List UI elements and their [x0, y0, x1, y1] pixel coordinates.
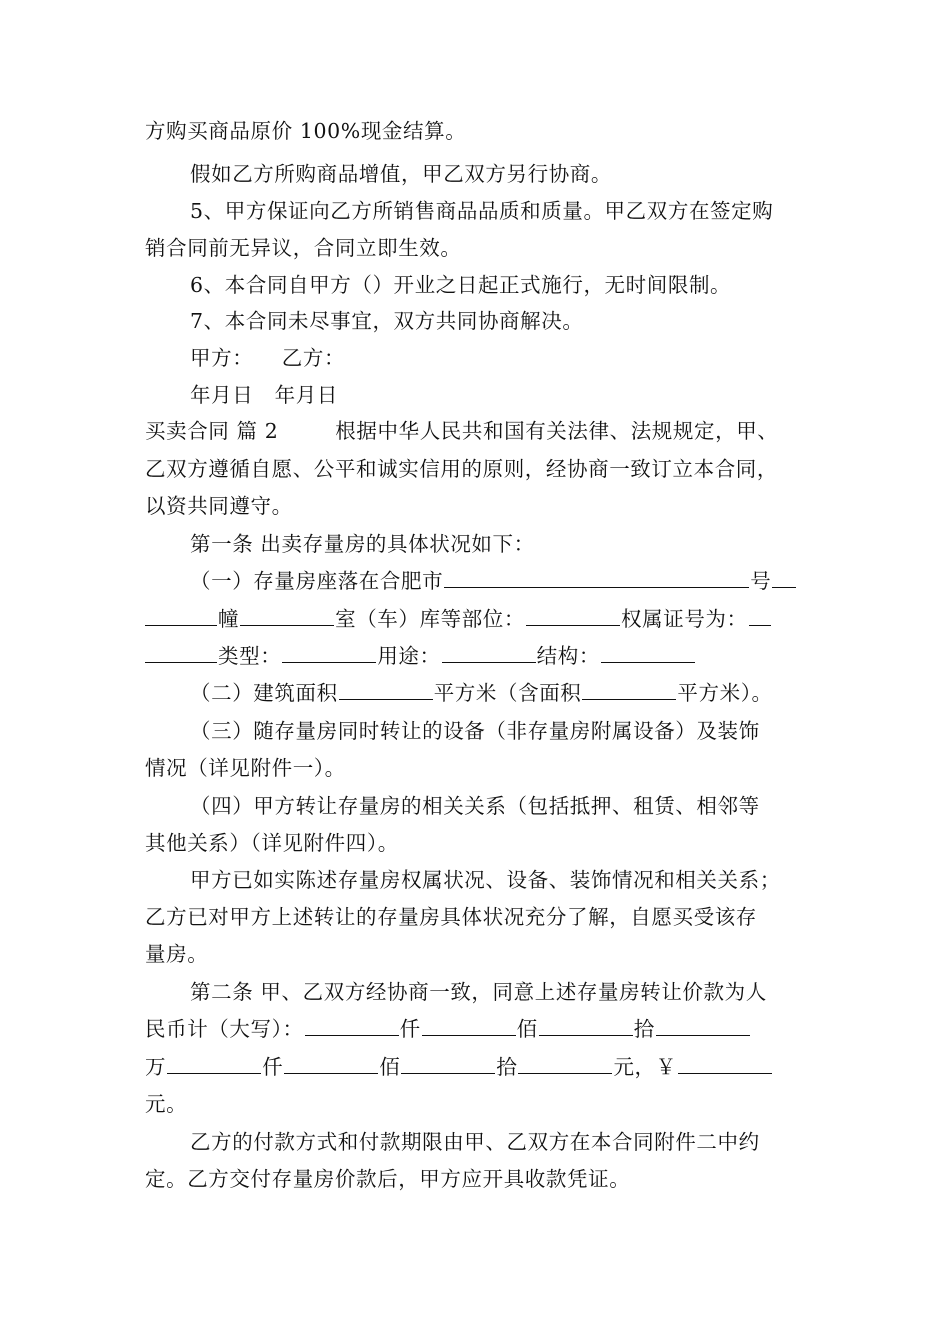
- price-blank-2[interactable]: [422, 1015, 516, 1036]
- property-unit-line: [145, 601, 772, 637]
- price-words-line-2: [145, 1049, 773, 1085]
- paragraph-line: 其他关系）（详见附件四）。: [145, 831, 399, 855]
- clause-7-line: 7、本合同未尽事宜，双方共同协商解决。: [190, 309, 584, 333]
- area-label: （二）建筑面积: [190, 681, 338, 705]
- title-cert-label: 权属证号为：: [621, 607, 748, 631]
- clause-5-line: 5、甲方保证向乙方所销售商品品质和质量。甲乙双方在签定购: [190, 199, 774, 223]
- signature-dates-line: 年月日 年月日: [190, 383, 338, 407]
- title-cert-blank[interactable]: [749, 605, 771, 626]
- number-label: 号: [750, 569, 772, 593]
- paragraph-line: （三）随存量房同时转让的设备（非存量房附属设备）及装饰: [190, 719, 760, 743]
- paragraph-line: 乙方的付款方式和付款期限由甲、乙双方在本合同附件二中约: [190, 1130, 760, 1154]
- structure-label: 结构：: [536, 644, 600, 668]
- paragraph-line: （四）甲方转让存量房的相关关系（包括抵押、租赁、相邻等: [190, 794, 760, 818]
- contract-heading-line: 买卖合同 篇 2 根据中华人民共和国有关法律、法规规定，甲、: [145, 419, 779, 443]
- part-blank[interactable]: [526, 605, 620, 626]
- wan-label: 万: [145, 1055, 167, 1079]
- paragraph-line: 假如乙方所购商品增值，甲乙双方另行协商。: [190, 162, 612, 186]
- paragraph-line: 销合同前无异议，合同立即生效。: [145, 236, 462, 260]
- price-blank-6[interactable]: [284, 1053, 378, 1074]
- paragraph-line: 乙方已对甲方上述转让的存量房具体状况充分了解，自愿买受该存: [145, 905, 757, 929]
- price-blank-4[interactable]: [656, 1015, 750, 1036]
- paragraph-line: 甲方已如实陈述存量房权属状况、设备、装饰情况和相关关系；: [190, 868, 781, 892]
- price-blank-8[interactable]: [518, 1053, 612, 1074]
- room-blank[interactable]: [240, 605, 334, 626]
- bai-label-2: 佰: [379, 1055, 401, 1079]
- property-location-line: [190, 563, 797, 599]
- number-blank-cont[interactable]: [145, 605, 217, 626]
- paragraph-line: 情况（详见附件一）。: [145, 756, 346, 780]
- price-words-label: 民币计（大写）：: [145, 1017, 304, 1041]
- area-inner-label: 平方米（含面积: [433, 681, 582, 705]
- room-label: 室（车）库等部位：: [335, 607, 526, 631]
- price-blank-7[interactable]: [401, 1053, 495, 1074]
- area-blank[interactable]: [339, 679, 433, 700]
- type-blank[interactable]: [282, 642, 376, 663]
- property-location-label: （一）存量房座落在合肥市: [190, 569, 444, 593]
- paragraph-line: 乙双方遵循自愿、公平和诚实信用的原则，经协商一致订立本合同，: [145, 457, 778, 481]
- article-1-heading: 第一条 出卖存量房的具体状况如下：: [190, 532, 535, 556]
- clause-6-line: 6、本合同自甲方（）开业之日起正式施行，无时间限制。: [190, 273, 732, 297]
- qian-label: 仟: [399, 1017, 421, 1041]
- price-blank-1[interactable]: [305, 1015, 399, 1036]
- yuan-yen-label: 元，￥: [613, 1055, 677, 1079]
- usage-label: 用途：: [377, 644, 441, 668]
- bai-label: 佰: [516, 1017, 538, 1041]
- structure-blank[interactable]: [601, 642, 695, 663]
- paragraph-line: 方购买商品原价 100%现金结算。: [145, 119, 467, 143]
- signature-parties-line: 甲方： 乙方：: [190, 346, 346, 370]
- price-blank-3[interactable]: [539, 1015, 633, 1036]
- paragraph-line: 以资共同遵守。: [145, 494, 293, 518]
- property-type-line: [145, 638, 696, 674]
- price-numeric-blank[interactable]: [678, 1053, 772, 1074]
- article-2-heading: 第二条 甲、乙双方经协商一致，同意上述存量房转让价款为人: [190, 980, 767, 1004]
- number-blank[interactable]: [772, 567, 796, 588]
- paragraph-line: 量房。: [145, 942, 209, 966]
- building-label: 幢: [218, 607, 240, 631]
- usage-blank[interactable]: [442, 642, 536, 663]
- area-unit-label: 平方米）。: [677, 681, 773, 705]
- shi-label: 拾: [633, 1017, 655, 1041]
- price-words-line: [145, 1011, 751, 1047]
- price-blank-5[interactable]: [167, 1053, 261, 1074]
- building-area-line: [190, 675, 773, 711]
- paragraph-line: 元。: [145, 1092, 188, 1116]
- type-label: 类型：: [218, 644, 282, 668]
- paragraph-line: 定。乙方交付存量房价款后，甲方应开具收款凭证。: [145, 1167, 631, 1191]
- qian-label-2: 仟: [262, 1055, 284, 1079]
- shi-label-2: 拾: [496, 1055, 518, 1079]
- inner-area-blank[interactable]: [582, 679, 676, 700]
- city-address-blank[interactable]: [444, 567, 749, 588]
- title-cert-blank-cont[interactable]: [145, 642, 217, 663]
